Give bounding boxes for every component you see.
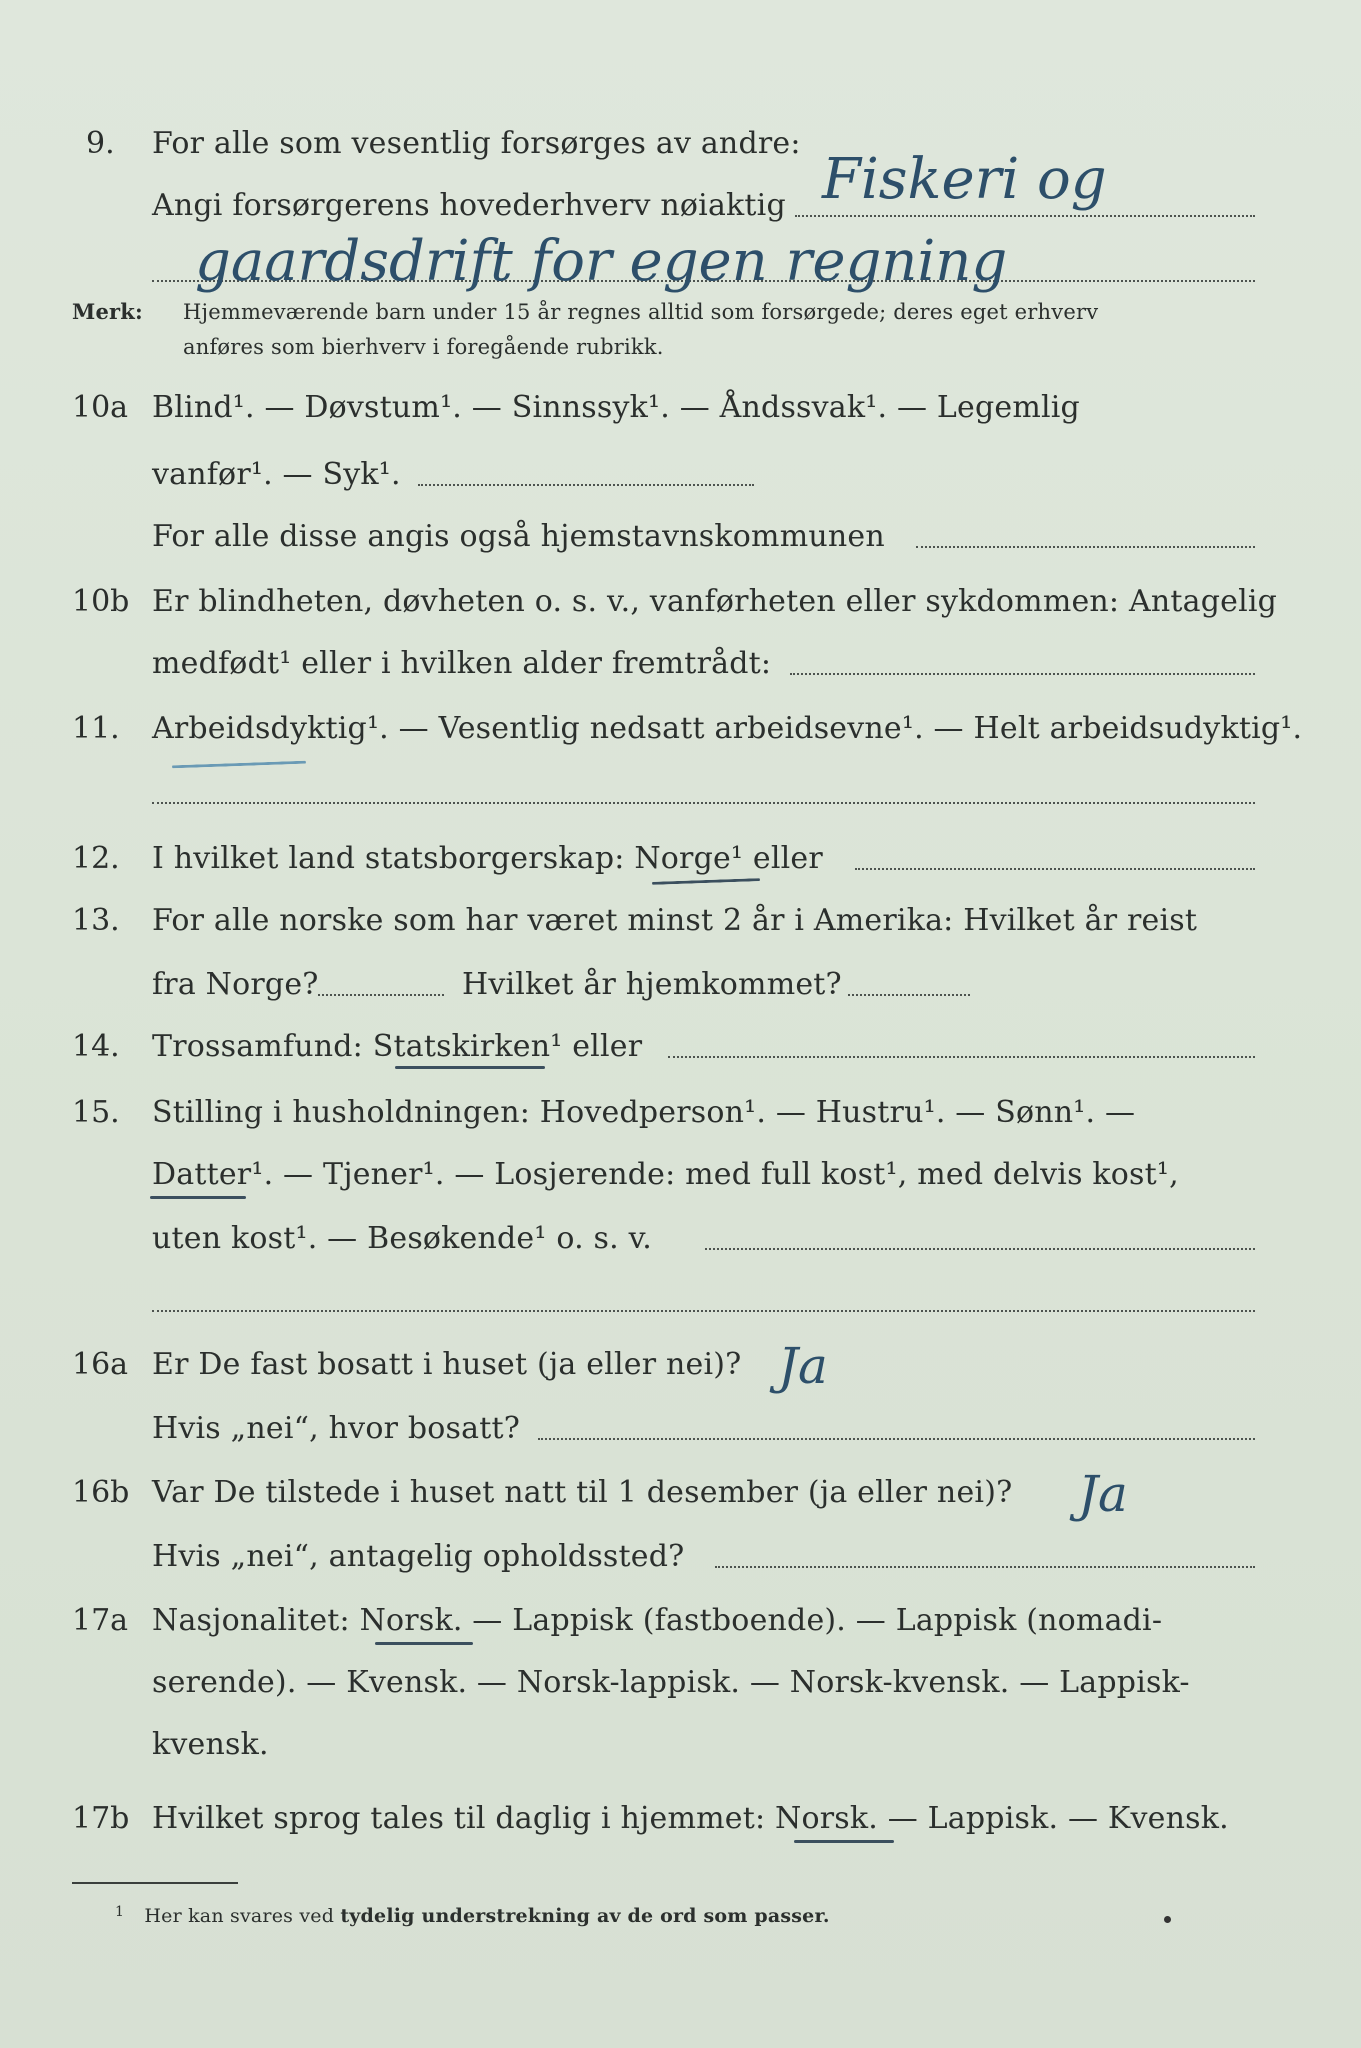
q11-line1: Arbeidsdyktig¹. — Vesentlig nedsatt arbeidsevne¹. — Helt arbeidsudyktig¹. [152,711,1303,746]
q11-dotted-line [152,802,1255,804]
q13-line1: For alle norske som har været minst 2 år i Amerika: Hvilket år reist [152,903,1198,938]
q14-dotted-line [668,1056,1255,1058]
q16a-line1: Er De fast bosatt i huset (ja eller nei)? [152,1347,742,1382]
q17b-number: 17b [72,1801,130,1836]
q10b-line1: Er blindheten, døvheten o. s. v., vanførheten eller sykdommen: Antagelig [152,584,1278,619]
q16a-number: 16a [72,1347,129,1382]
q15-line2: Datter¹. — Tjener¹. — Losjerende: med full kost¹, med delvis kost¹, [152,1157,1179,1192]
merk-label: Merk: [72,299,143,324]
footnote-rule [72,1882,238,1884]
q9-line1: For alle som vesentlig forsørges av andre: [152,126,801,161]
q13-line2a: fra Norge? [152,967,319,1002]
q16a-dotted-line [538,1438,1255,1440]
q16b-number: 16b [72,1475,130,1510]
q11-number: 11. [72,711,120,746]
q9-handwritten-answer-2: gaardsdrift for egen regning [195,229,1008,294]
q10a-number: 10a [72,390,129,425]
q11-underline-mark [172,761,306,769]
merk-line2: anføres som bierhverv i foregående rubrikk. [183,335,664,359]
q9-handwritten-answer-1: Fiskeri og [822,147,1107,212]
q16a-line2: Hvis „nei“, hvor bosatt? [152,1411,521,1446]
q13-dotted-line-1 [318,994,444,996]
q15-dotted-line-1 [705,1248,1255,1250]
q16b-dotted-line [715,1566,1255,1568]
q9-line2: Angi forsørgerens hovederhverv nøiaktig [152,188,786,223]
q16b-handwritten-answer: Ja [1078,1465,1128,1523]
q17a-line3: kvensk. [152,1727,269,1762]
q16b-line1: Var De tilstede i huset natt til 1 desember (ja eller nei)? [152,1475,1013,1510]
q17a-line1: Nasjonalitet: Norsk. — Lappisk (fastboende). — Lappisk (nomadi- [152,1603,1163,1638]
ink-dot [1164,1916,1171,1923]
q12-line1: I hvilket land statsborgerskap: Norge¹ eller [152,841,823,876]
q17b-line1: Hvilket sprog tales til daglig i hjemmet: Norsk. — Lappisk. — Kvensk. [152,1801,1229,1836]
q10a-dotted-line-1 [418,484,754,486]
q17a-number: 17a [72,1603,129,1638]
q10b-number: 10b [72,584,130,619]
q15-line1: Stilling i husholdningen: Hovedperson¹. — Hustru¹. — Sønn¹. — [152,1095,1136,1130]
q13-number: 13. [72,903,120,938]
q10a-line3: For alle disse angis også hjemstavnskommunen [152,519,885,554]
q10a-dotted-line-2 [916,546,1255,548]
footnote [115,1900,830,1928]
footnote-text-bold: tydelig understrekning av de ord som passer. [340,1905,830,1927]
q14-underline-mark [395,1066,545,1069]
q10a-line1: Blind¹. — Døvstum¹. — Sinnssyk¹. — Åndssvak¹. — Legemlig [152,390,1080,425]
q16a-handwritten-answer: Ja [778,1337,828,1395]
footnote-text-normal: Her kan svares ved [144,1905,341,1927]
q13-dotted-line-2 [848,994,970,996]
q9-answer-dotted-line-1 [795,215,1255,217]
footnote-mark: 1 [115,1904,125,1920]
q10a-line2: vanfør¹. — Syk¹. [152,457,401,492]
q17a-underline-mark [375,1642,473,1645]
q12-underline-mark [652,878,760,885]
q12-dotted-line [855,868,1255,870]
q15-dotted-line-2 [152,1310,1255,1312]
q17a-line2: serende). — Kvensk. — Norsk-lappisk. — Norsk-kvensk. — Lappisk- [152,1665,1190,1700]
q15-number: 15. [72,1095,120,1130]
q9-number: 9. [86,126,115,161]
q15-line3: uten kost¹. — Besøkende¹ o. s. v. [152,1221,652,1256]
q12-number: 12. [72,841,120,876]
q14-line1: Trossamfund: Statskirken¹ eller [152,1029,643,1064]
q16b-line2: Hvis „nei“, antagelig opholdssted? [152,1539,685,1574]
merk-line1: Hjemmeværende barn under 15 år regnes alltid som forsørgede; deres eget erhverv [183,300,1099,324]
q14-number: 14. [72,1029,120,1064]
q13-line2b: Hvilket år hjemkommet? [462,967,842,1002]
q10b-dotted-line [790,673,1255,675]
q10b-line2: medfødt¹ eller i hvilken alder fremtrådt: [152,646,772,681]
q15-underline-mark [150,1196,246,1199]
q17b-underline-mark [794,1840,894,1843]
